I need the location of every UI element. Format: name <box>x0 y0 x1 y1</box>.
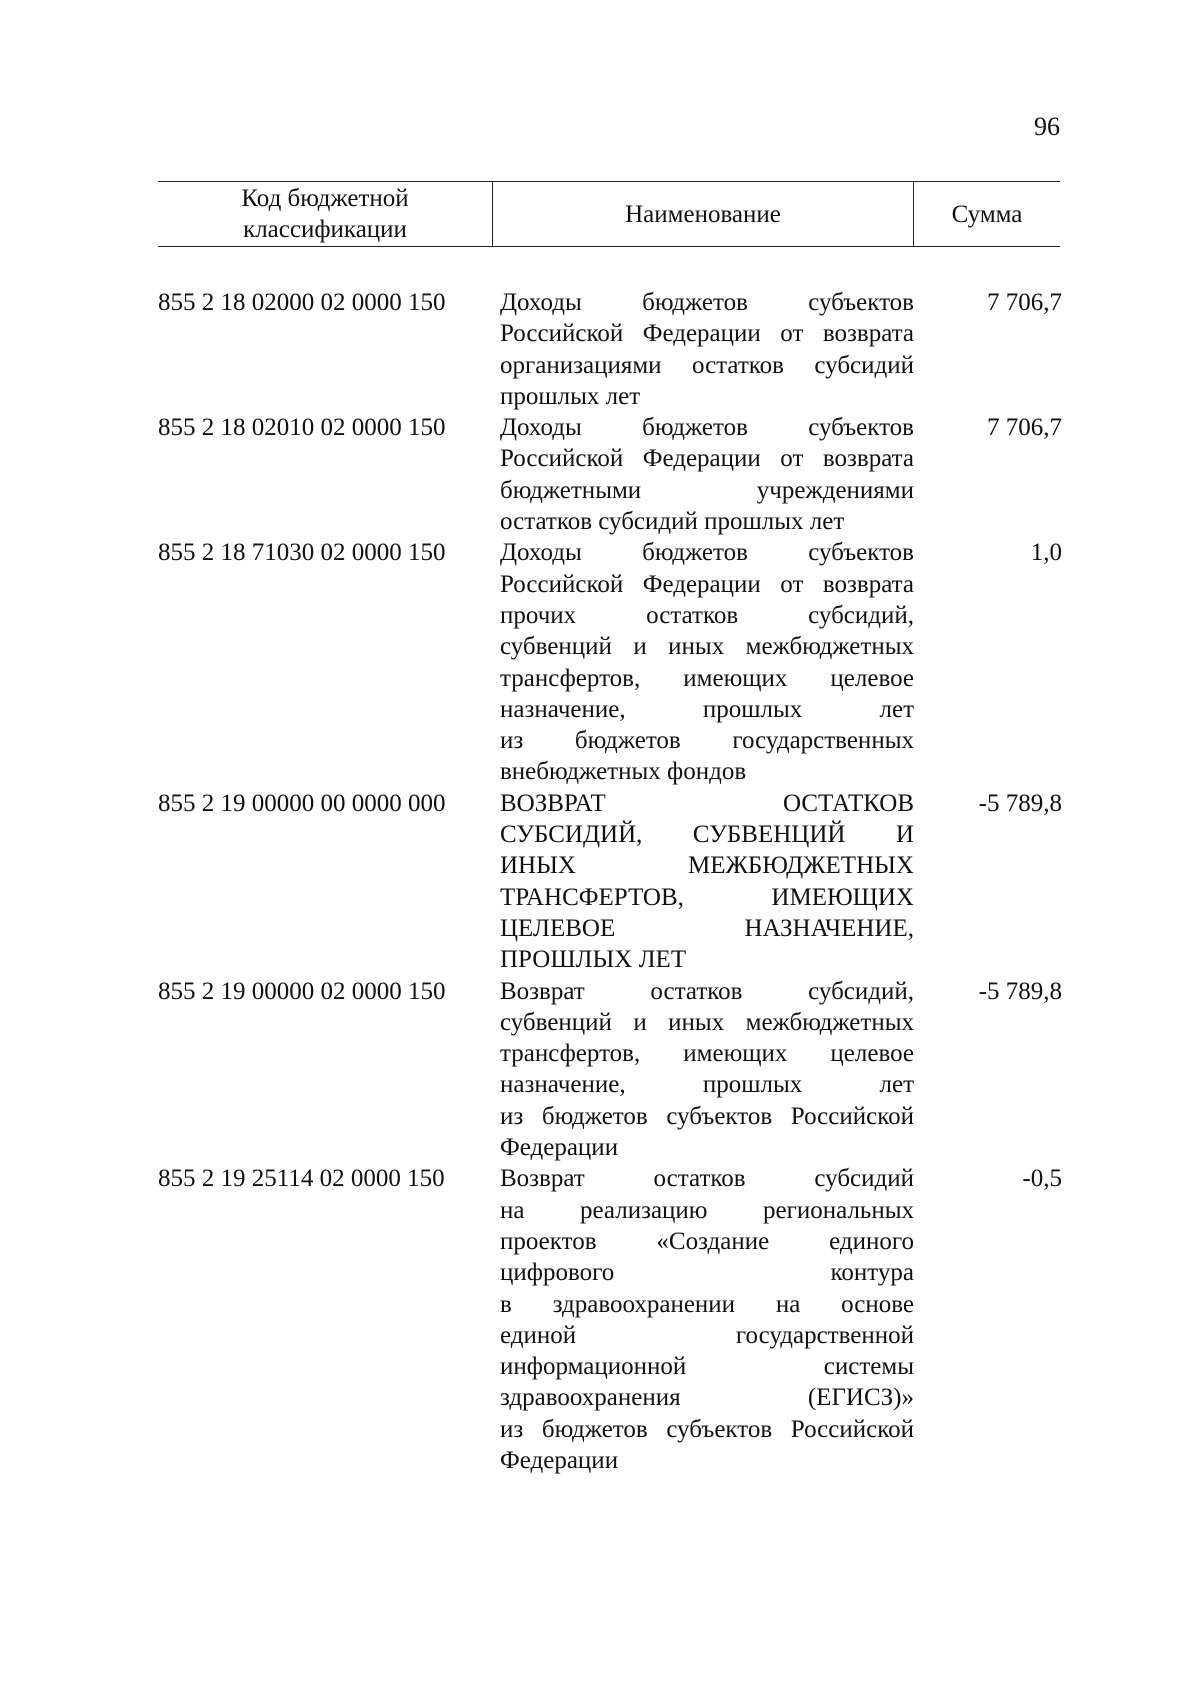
item-name-line: субвенций и иных межбюджетных <box>500 633 914 661</box>
item-name-line: проектов «Создание единого <box>500 1227 914 1255</box>
item-name-line: из бюджетов субъектов Российской <box>500 1102 914 1130</box>
table-header <box>158 181 1060 247</box>
item-name-line: организациями остатков субсидий <box>500 351 914 379</box>
budget-code: 855 2 18 71030 02 0000 150 <box>158 539 446 567</box>
item-name-line: информационной системы <box>500 1353 914 1381</box>
item-name-line: Федерации <box>500 1134 619 1162</box>
item-name-line: Возврат остатков субсидий <box>500 1165 914 1193</box>
table-row <box>158 287 1062 412</box>
amount: -5 789,8 <box>978 789 1062 817</box>
table-row <box>158 788 1062 976</box>
budget-code: 855 2 18 02000 02 0000 150 <box>158 289 446 316</box>
item-name <box>500 412 914 537</box>
budget-code: 855 2 19 00000 02 0000 150 <box>158 977 446 1005</box>
item-name-line: единой государственной <box>500 1321 914 1349</box>
item-name-line: ИНЫХ МЕЖБЮДЖЕТНЫХ <box>500 852 914 880</box>
item-name-line: СУБСИДИЙ, СУБВЕНЦИЙ И <box>500 821 914 849</box>
item-name-line: Российской Федерации от возврата <box>500 570 914 598</box>
item-name-line: Российской Федерации от возврата <box>500 445 914 473</box>
item-name-line: в здравоохранении на основе <box>500 1290 914 1318</box>
item-name-line: на реализацию региональных <box>500 1196 914 1224</box>
header-code: Код бюджетной классификации <box>241 185 409 243</box>
item-name-line: Возврат остатков субсидий, <box>500 977 914 1005</box>
item-name-line: ПРОШЛЫХ ЛЕТ <box>500 946 687 974</box>
amount: -0,5 <box>1022 1165 1062 1193</box>
item-name-line: бюджетными учреждениями <box>500 476 914 504</box>
item-name-line: субвенций и иных межбюджетных <box>500 1008 914 1036</box>
item-name-line: из бюджетов субъектов Российской <box>500 1415 914 1443</box>
item-name-line: из бюджетов государственных <box>500 727 914 755</box>
item-name-line: цифрового контура <box>500 1259 914 1287</box>
table-body <box>158 287 1062 1476</box>
item-name <box>500 287 914 412</box>
item-name-line: ТРАНСФЕРТОВ, ИМЕЮЩИХ <box>500 883 914 911</box>
item-name-line: внебюджетных фондов <box>500 758 747 786</box>
item-name-line: прошлых лет <box>500 382 641 410</box>
budget-code: 855 2 18 02010 02 0000 150 <box>158 414 446 442</box>
budget-code: 855 2 19 25114 02 0000 150 <box>158 1165 445 1193</box>
header-name: Наименование <box>492 182 914 246</box>
item-name-line: Доходы бюджетов субъектов <box>500 414 914 442</box>
item-name <box>500 1163 914 1476</box>
item-name <box>500 537 914 787</box>
header-sum: Сумма <box>951 200 1023 228</box>
amount: -5 789,8 <box>978 977 1062 1005</box>
item-name-line: Доходы бюджетов субъектов <box>500 289 914 316</box>
amount: 7 706,7 <box>987 414 1062 442</box>
budget-code: 855 2 19 00000 00 0000 000 <box>158 789 446 817</box>
table-row <box>158 537 1062 787</box>
amount: 7 706,7 <box>987 289 1062 316</box>
item-name-line: Российской Федерации от возврата <box>500 320 914 348</box>
table-row <box>158 412 1062 537</box>
item-name-line: назначение, прошлых лет <box>500 695 914 723</box>
item-name-line: прочих остатков субсидий, <box>500 601 914 629</box>
page-number: 96 <box>1034 112 1060 141</box>
item-name <box>500 788 914 976</box>
item-name-line: назначение, прошлых лет <box>500 1071 914 1099</box>
item-name-line: остатков субсидий прошлых лет <box>500 508 845 536</box>
item-name-line: здравоохранения (ЕГИСЗ)» <box>500 1384 914 1412</box>
item-name <box>500 976 914 1164</box>
item-name-line: ЦЕЛЕВОЕ НАЗНАЧЕНИЕ, <box>500 914 914 942</box>
item-name-line: Федерации <box>500 1446 619 1474</box>
item-name-line: трансфертов, имеющих целевое <box>500 664 914 692</box>
item-name-line: трансфертов, имеющих целевое <box>500 1040 914 1068</box>
table-row <box>158 976 1062 1164</box>
amount: 1,0 <box>1030 539 1062 567</box>
item-name-line: ВОЗВРАТ ОСТАТКОВ <box>500 789 914 817</box>
item-name-line: Доходы бюджетов субъектов <box>500 539 914 567</box>
table-row <box>158 1163 1062 1476</box>
